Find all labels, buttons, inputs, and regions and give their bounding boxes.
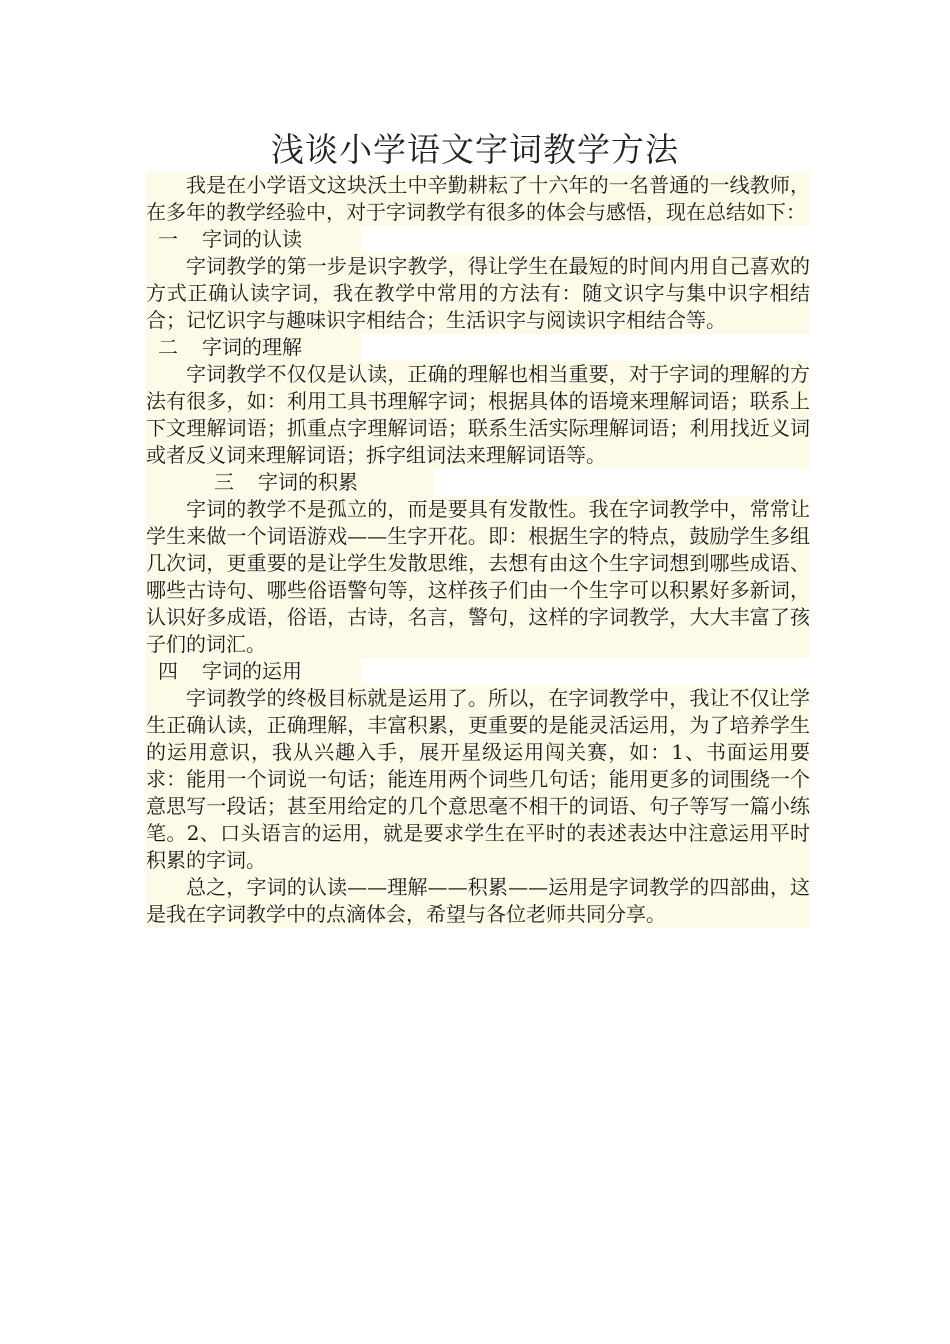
section-heading-3 xyxy=(146,469,434,496)
section-number-1: 一 xyxy=(158,227,178,251)
section-title-3: 字词的积累 xyxy=(258,470,358,494)
section-title-4: 字词的运用 xyxy=(202,659,302,683)
section-paragraph-2: 字词教学不仅仅是认读，正确的理解也相当重要，对于字词的理解的方法有很多，如：利用工具书理解字词；根据具体的语境来理解词语；联系上下文理解词语；抓重点字理解词语；联系生活实际理解词语；利用找近义词或者反义词来理解词语；拆字组词法来理解词语等。 xyxy=(146,362,810,467)
section-number-2: 二 xyxy=(158,335,178,359)
section-paragraph-3: 字词的教学不是孤立的，而是要具有发散性。我在字词教学中，常常让学生来做一个词语游戏——生字开花。即：根据生字的特点，鼓励学生多组几次词，更重要的是让学生发散思维，去想有由这个生字词想到哪些成语、哪些古诗句、哪些俗语警句等，这样孩子们由一个生字可以积累好多新词，认识好多成语，俗语，古诗，名言，警句，这样的字词教学，大大丰富了孩子们的词汇。 xyxy=(146,497,810,656)
conclusion-paragraph: 总之，字词的认读——理解——积累——运用是字词教学的四部曲，这是我在字词教学中的点滴体会，希望与各位老师共同分享。 xyxy=(146,875,810,926)
intro-paragraph: 我是在小学语文这块沃土中辛勤耕耘了十六年的一名普通的一线教师，在多年的教学经验中，对于字词教学有很多的体会与感悟，现在总结如下： xyxy=(146,173,810,224)
section-number-4: 四 xyxy=(158,659,178,683)
section-heading-2 xyxy=(146,334,361,361)
section-title-1: 字词的认读 xyxy=(202,227,302,251)
section-title-2: 字词的理解 xyxy=(202,335,302,359)
section-paragraph-4: 字词教学的终极目标就是运用了。所以，在字词教学中，我让不仅让学生正确认读，正确理解，丰富积累，更重要的是能灵活运用，为了培养学生的运用意识，我从兴趣入手，展开星级运用闯关赛，如：1、书面运用要求：能用一个词说一句话；能连用两个词些几句话；能用更多的词围绕一个意思写一段话；甚至用给定的几个意思毫不相干的词语、句子等写一篇小练笔。2、口头语言的运用，就是要求学生在平时的表述表达中注意运用平时积累的字词。 xyxy=(146,686,810,872)
section-number-3: 三 xyxy=(214,470,234,494)
section-heading-1 xyxy=(146,226,361,253)
document-body xyxy=(146,172,810,928)
section-paragraph-1: 字词教学的第一步是识字教学，得让学生在最短的时间内用自己喜欢的方式正确认读字词，我在教学中常用的方法有：随文识字与集中识字相结合；记忆识字与趣味识字相结合；生活识字与阅读识字相结合等。 xyxy=(146,254,810,332)
page-title: 浅谈小学语文字词教学方法 xyxy=(271,130,679,169)
section-heading-4 xyxy=(146,658,361,685)
